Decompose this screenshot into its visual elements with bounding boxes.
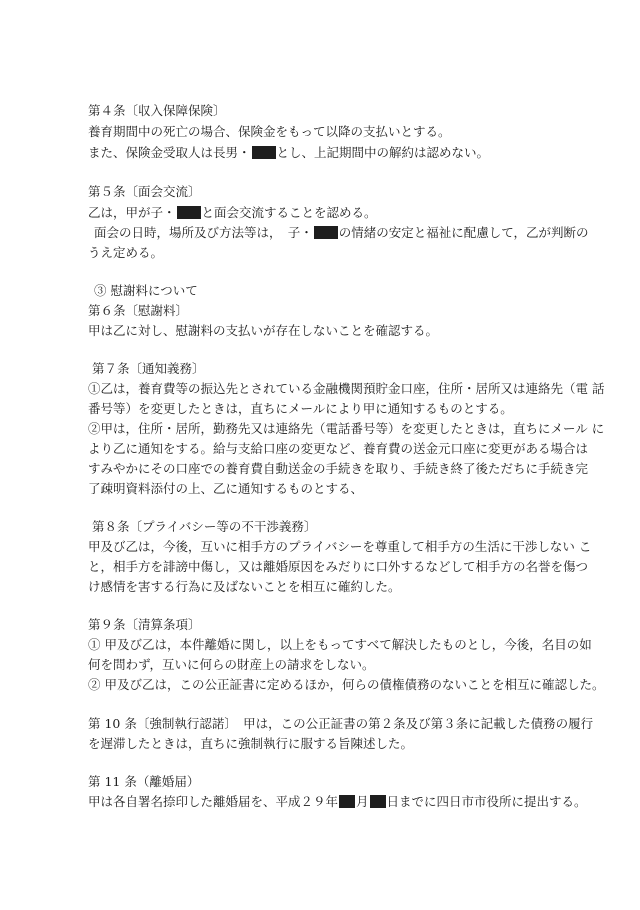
redaction-box: [339, 795, 355, 808]
redaction-box: [252, 146, 276, 159]
redaction-box: [314, 226, 338, 239]
article-7-line-5: すみやかにその口座での養育費自動送金の手続きを取り、手続き終了後ただちに手続き完: [88, 461, 589, 476]
article-7-heading: 第７条〔通知義務〕: [92, 361, 205, 376]
article-8-line-3: け感情を害する行為に及ばないことを相互に確約した。: [88, 579, 401, 594]
article-8-line-1: 甲及び乙は，今後，互いに相手方のプライバシーを尊重して相手方の生活に干渉しない こ: [88, 539, 592, 554]
article-8-line-2: と，相手方を誹謗中傷し，又は離婚原因をみだりに口外するなどして相手方の名誉を傷つ: [88, 559, 589, 574]
article-11-heading: 第 11 条（離婚届）: [88, 774, 200, 789]
article-4-line-2: [88, 145, 489, 161]
article-7-line-1: ①乙は，養育費等の振込先とされている金融機関預貯金口座，住所・居所又は連絡先（電 話: [88, 381, 605, 396]
article-9-heading: 第９条〔清算条項〕: [88, 617, 201, 632]
article-10-line-1: 第 10 条〔強制執行認諾〕 甲は，この公正証書の第２条及び第３条に記載した債務の履行: [88, 716, 594, 731]
redaction-box: [370, 795, 386, 808]
article-11-line-1: [88, 794, 587, 810]
article-5-line-2: [94, 225, 589, 241]
article-9-line-3: ② 甲及び乙は，この公正証書に定めるほか，何らの債権債務のないことを相互に確認した。: [88, 677, 605, 692]
article-4-line-2-part-1: また、保険金受取人は長男・: [88, 145, 251, 160]
article-7-line-3: ②甲は，住所・居所，勤務先又は連絡先（電話番号等）を変更したときは，直ちにメール に: [88, 421, 605, 436]
article-7-line-4: より乙に通知をする。給与支給口座の変更など、養育費の送金元口座に変更がある場合は: [88, 441, 589, 456]
article-6-heading: 第６条〔慰謝料〕: [88, 303, 189, 318]
article-11-line-1-part-3: 日までに四日市市役所に提出する。: [386, 794, 587, 809]
article-11-line-1-part-2: 月: [356, 794, 369, 809]
article-6-line-1: 甲は乙に対し、慰謝料の支払いが存在しないことを確認する。: [88, 323, 439, 338]
article-5-line-1-part-2: と面会交流することを認める。: [201, 205, 377, 220]
article-5-heading: 第５条〔面会交流〕: [88, 184, 201, 199]
article-9-line-1: ① 甲及び乙は，本件離婚に関し，以上をもってすべて解決したものとし，今後，名目の如: [88, 637, 592, 652]
article-5-line-2-part-1: 面会の日時，場所及び方法等は， 子・: [94, 225, 313, 240]
article-11-line-1-part-1: 甲は各自署名捺印した離婚届を、平成２９年: [88, 794, 339, 809]
article-5-line-1: [88, 205, 377, 221]
article-5-line-2-part-2: の情緒の安定と福祉に配慮して，乙が判断の: [338, 225, 589, 240]
article-10-line-2: を遅滞したときは，直ちに強制執行に服する旨陳述した。: [88, 736, 414, 751]
article-7-line-6: 了疎明資料添付の上、乙に通知するものとする、: [88, 481, 364, 496]
redaction-box: [177, 206, 201, 219]
article-5-line-3: うえ定める。: [88, 245, 164, 260]
article-4-line-1: 養育期間中の死亡の場合、保険金をもって以降の支払いとする。: [88, 124, 451, 139]
article-7-line-2: 番号等）を変更したときは，直ちにメールにより甲に通知するものとする。: [88, 401, 513, 416]
article-4-line-2-part-2: とし、上記期間中の解約は認めない。: [276, 145, 490, 160]
article-5-line-1-part-1: 乙は，甲が子・: [88, 205, 176, 220]
article-4-heading: 第４条〔収入保障保険〕: [88, 103, 226, 118]
section-3-title: ③ 慰謝料について: [94, 283, 198, 298]
article-8-heading: 第８条〔プライバシー等の不干渉義務〕: [92, 519, 317, 534]
article-9-line-2: 何を問わず，互いに何らの財産上の請求をしない。: [88, 657, 375, 672]
